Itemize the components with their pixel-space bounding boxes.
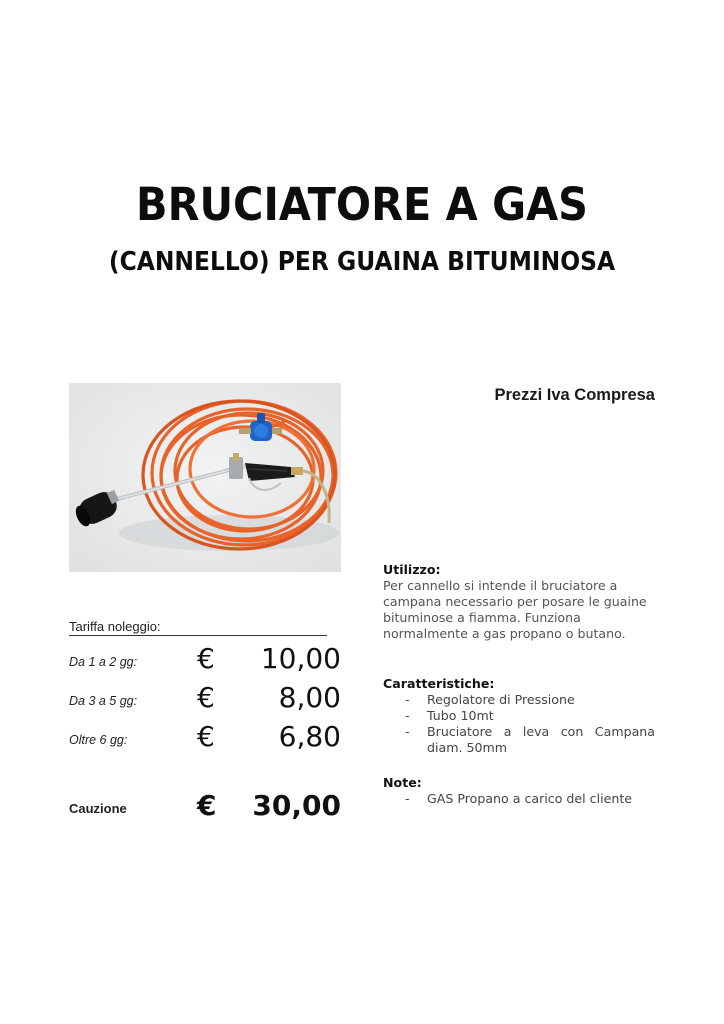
rate-row-3-5-days (69, 676, 341, 712)
rate-value: 6,80 (278, 720, 341, 753)
deposit-row (69, 784, 341, 820)
list-item: - Regolatore di Pressione (405, 692, 575, 707)
usage-text: Per cannello si intende il bruciatore a campana necessario per posare le guaine bituminose a fiamma. Funziona normalmente a gas propano o butano. (383, 578, 647, 641)
bullet-dash: - (405, 791, 410, 806)
euro-symbol: € (197, 789, 217, 822)
deposit-label: Cauzione (69, 801, 127, 816)
usage-section (383, 562, 655, 642)
bullet-dash: - (405, 692, 410, 707)
gas-burner-illustration (69, 383, 341, 572)
list-item: - GAS Propano a carico del cliente (405, 791, 633, 806)
list-item: - Tubo 10mt (405, 708, 494, 723)
euro-symbol: € (197, 681, 215, 714)
tariff-label: Tariffa noleggio: (69, 619, 327, 636)
notes-list (383, 791, 655, 807)
rate-value: 10,00 (260, 642, 341, 675)
page-title: BRUCIATORE A GAS (136, 178, 588, 231)
rate-label: Oltre 6 gg: (69, 733, 128, 747)
rate-row-over-6-days (69, 715, 341, 751)
prices-header: Prezzi Iva Compresa (494, 386, 655, 404)
features-heading: Caratteristiche: (383, 676, 495, 691)
features-section (383, 676, 655, 756)
euro-symbol: € (197, 720, 215, 753)
notes-heading: Note: (383, 775, 422, 790)
euro-symbol: € (197, 642, 215, 675)
rate-row-1-2-days (69, 637, 341, 673)
usage-heading: Utilizzo: (383, 562, 441, 577)
product-photo (69, 383, 341, 572)
notes-section (383, 775, 655, 807)
rate-label: Da 1 a 2 gg: (69, 655, 138, 669)
list-item: - Bruciatore a leva con Campana diam. 50mm (405, 724, 655, 755)
deposit-value: 30,00 (252, 789, 341, 822)
bullet-dash: - (405, 724, 410, 739)
page-subtitle: (CANNELLO) PER GUAINA BITUMINOSA (108, 247, 616, 277)
features-list (383, 692, 655, 756)
rate-label: Da 3 a 5 gg: (69, 694, 138, 708)
bullet-dash: - (405, 708, 410, 723)
rate-value: 8,00 (278, 681, 341, 714)
